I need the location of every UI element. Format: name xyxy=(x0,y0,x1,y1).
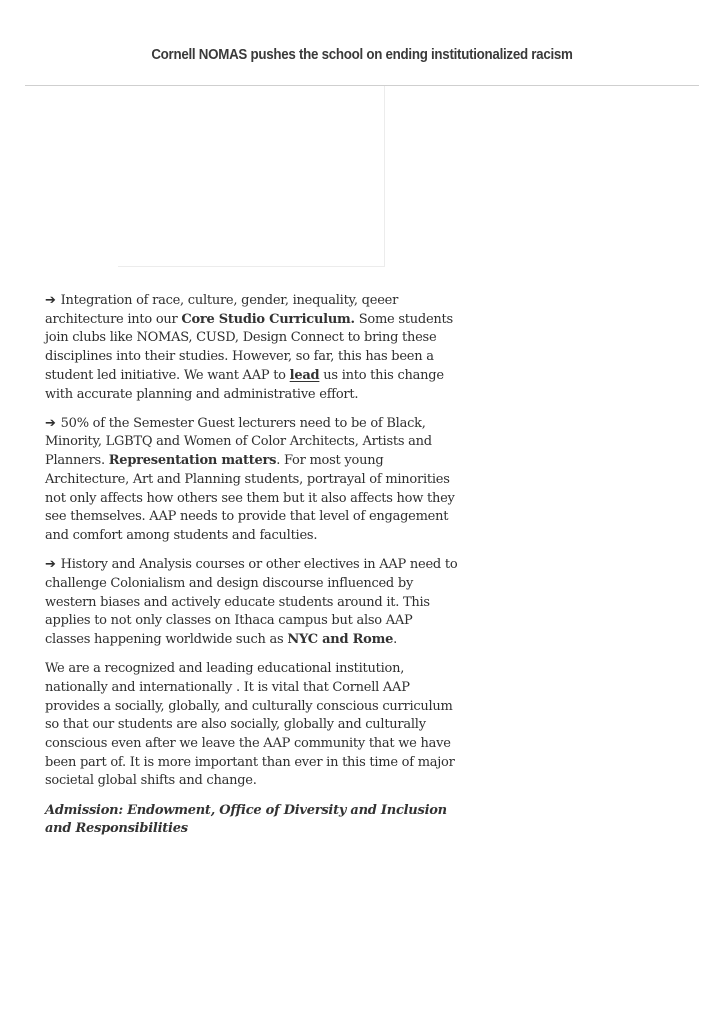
article-body xyxy=(45,292,461,849)
paragraph-text: History and Analysis courses or other electives in AAP need to challenge Colonialism and design discourse influenced by western biases and actively educate students around it. This applies to not only classes on Ithaca campus but also AAP classes happening worldwide such as xyxy=(45,557,458,647)
closing-line: Admission: Endowment, Office of Diversity and Inclusion and Responsibilities xyxy=(45,802,447,837)
arrow-right-icon: ➔ xyxy=(45,557,56,573)
paragraph-curriculum xyxy=(45,292,461,404)
paragraph-text: . For most young Architecture, Art and Planning students, portrayal of minorities not only affects how others see them but it also affects how they see themselves. AAP needs to provide that level of engagement and comfort among students and faculties. xyxy=(45,453,455,543)
paragraph-text: Integration of race, culture, gender, inequality, qeeer architecture into our xyxy=(45,293,399,327)
arrow-right-icon: ➔ xyxy=(45,415,56,431)
paragraph-text: Some students join clubs like NOMAS, CUSD, Design Connect to bring these disciplines into their studies. However, so far, this has been a student led initiative. We want AAP to xyxy=(45,311,453,383)
paragraph-text: us into this change with accurate planning and administrative effort. xyxy=(45,367,444,402)
emphasis-text: Representation matters xyxy=(108,453,277,469)
paragraph-history xyxy=(45,556,461,650)
paragraph-text: 50% of the Semester Guest lecturers need to be of Black, Minority, LGBTQ and Women of Color Architects, Artists and Planners. xyxy=(45,415,432,469)
paragraph-lecturers xyxy=(45,415,461,546)
image-placeholder xyxy=(118,86,385,267)
paragraph-text: . xyxy=(393,631,398,647)
paragraph-institution xyxy=(45,660,461,791)
emphasis-text: Core Studio Curriculum. xyxy=(181,311,355,327)
page-header xyxy=(0,44,723,63)
emphasis-text: NYC and Rome xyxy=(287,631,394,647)
emphasis-link[interactable]: lead xyxy=(289,367,320,383)
paragraph-text: We are a recognized and leading educational institution, nationally and internationally . It is vital that Cornell AAP provides a socially, globally, and culturally conscious curriculum so that our students are also socially, globally and culturally conscious even after we leave the AAP community that we have been part of. It is more important than ever in this time of major societal global shifts and change. xyxy=(45,661,455,789)
arrow-right-icon: ➔ xyxy=(45,293,56,308)
page-title: Cornell NOMAS pushes the school on ending institutionalized racism xyxy=(150,47,573,63)
